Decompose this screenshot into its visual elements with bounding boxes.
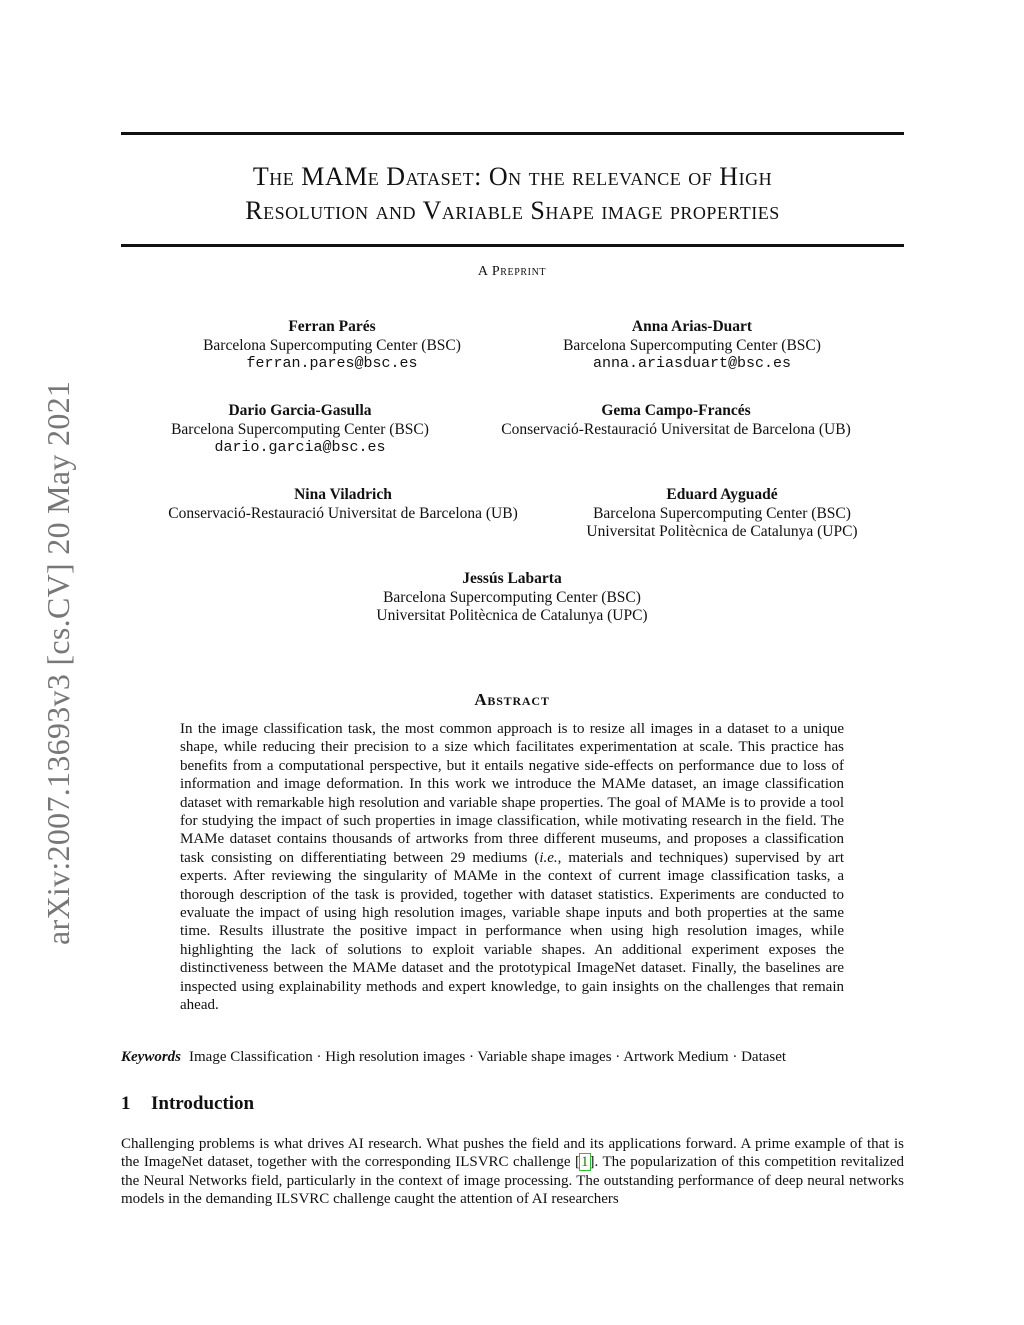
author-affiliation: Barcelona Supercomputing Center (BSC): [203, 336, 461, 354]
intro-paragraph: [121, 1135, 904, 1209]
author-name: Gema Campo-Francés: [601, 402, 751, 419]
author-block: [182, 318, 482, 374]
title-line-1: The MAMe Dataset: On the relevance of High: [252, 162, 773, 191]
title-line-2: Resolution and Variable Shape image properties: [245, 196, 780, 225]
author-block: [476, 402, 876, 439]
title-rule-bottom: [121, 244, 904, 247]
author-name: Jessús Labarta: [462, 570, 562, 587]
author-affiliation-2: Universitat Politècnica de Catalunya (UPC): [376, 607, 648, 624]
author-affiliation-2: Universitat Politècnica de Catalunya (UPC): [586, 523, 858, 540]
abstract-heading: Abstract: [474, 690, 550, 709]
intro-text: ]. The popularization of this competition revitalized the Neural Networks field, particularly in the context of image processing. The outstanding performance of deep neural networks models in the demanding ILSVRC challenge caught the attention of AI researchers: [121, 1154, 904, 1208]
section-heading: [121, 1093, 254, 1115]
author-email[interactable]: anna.ariasduart@bsc.es: [592, 355, 792, 372]
author-name: Anna Arias-Duart: [631, 318, 753, 335]
section-number: 1: [121, 1093, 131, 1114]
keywords-label: Keywords: [121, 1049, 181, 1065]
author-affiliation: Conservació-Restauració Universitat de Barcelona (UB): [501, 420, 851, 438]
author-affiliation: Barcelona Supercomputing Center (BSC): [171, 420, 429, 438]
author-name: Nina Viladrich: [294, 486, 392, 503]
author-email[interactable]: ferran.pares@bsc.es: [246, 355, 418, 372]
author-name: Dario Garcia-Gasulla: [228, 402, 372, 419]
abstract-text: In the image classification task, the most common approach is to resize all images in a dataset to a unique shape, while reducing their precision to a size which facilitates experimentation at scale. This practice has benefits from a computational perspective, but it entails negative side-effects on performance due to loss of information and image deformation. In this work we introduce the MAMe dataset, an image classification dataset with remarkable high resolution and variable shape properties. The goal of MAMe is to provide a tool for studying the impact of such properties in image classification, while motivating research in the field. The MAMe dataset contains thousands of artworks from three different museums, and proposes a classification task consisting on differentiating between 29 mediums (: [180, 721, 844, 866]
author-block: [143, 486, 543, 523]
abstract-text: , materials and techniques) supervised by art experts. After reviewing the singularity of MAMe in the context of current image classification tasks, a thorough description of the task is provided, together with dataset statistics. Experiments are conducted to evaluate the impact of using high resolution images, variable shape inputs and both properties at the same time. Results illustrate the positive impact in performance when using high resolution images, while highlighting the lack of solutions to exploit variable shapes. An additional experiment exposes the distinctiveness between the MAMe dataset and the prototypical ImageNet dataset. Finally, the baselines are inspected using explainability methods and expert knowledge, to gain insights on the challenges that remain ahead.: [180, 849, 844, 1014]
author-block: [312, 570, 712, 626]
author-affiliation: Barcelona Supercomputing Center (BSC): [593, 504, 851, 522]
section-title: Introduction: [151, 1093, 255, 1114]
author-affiliation: Conservació-Restauració Universitat de Barcelona (UB): [168, 504, 518, 522]
keywords: [121, 1049, 904, 1066]
abstract-body: [180, 720, 844, 1015]
intro-text: Challenging problems is what drives AI research. What pushes the field and its applications forward. A prime example of that is the ImageNet dataset, together with the corresponding ILSVRC challenge [: [121, 1136, 904, 1171]
author-block: [572, 486, 872, 542]
arxiv-identifier: arXiv:2007.13693v3 [cs.CV] 20 May 2021: [40, 380, 76, 945]
paper-title: [121, 160, 904, 228]
abstract-ie: i.e.: [539, 849, 558, 866]
author-name: Ferran Parés: [288, 318, 376, 335]
author-block: [542, 318, 842, 374]
author-name: Eduard Ayguadé: [666, 486, 778, 503]
citation-link[interactable]: 1: [581, 1154, 589, 1171]
keywords-text: Image Classification · High resolution images · Variable shape images · Artwork Medium · Dataset: [189, 1049, 787, 1065]
title-rule-top: [121, 132, 904, 135]
author-email[interactable]: dario.garcia@bsc.es: [214, 439, 386, 456]
preprint-label: A Preprint: [477, 264, 547, 279]
author-block: [150, 402, 450, 458]
author-affiliation: Barcelona Supercomputing Center (BSC): [563, 336, 821, 354]
author-affiliation: Barcelona Supercomputing Center (BSC): [383, 588, 641, 606]
